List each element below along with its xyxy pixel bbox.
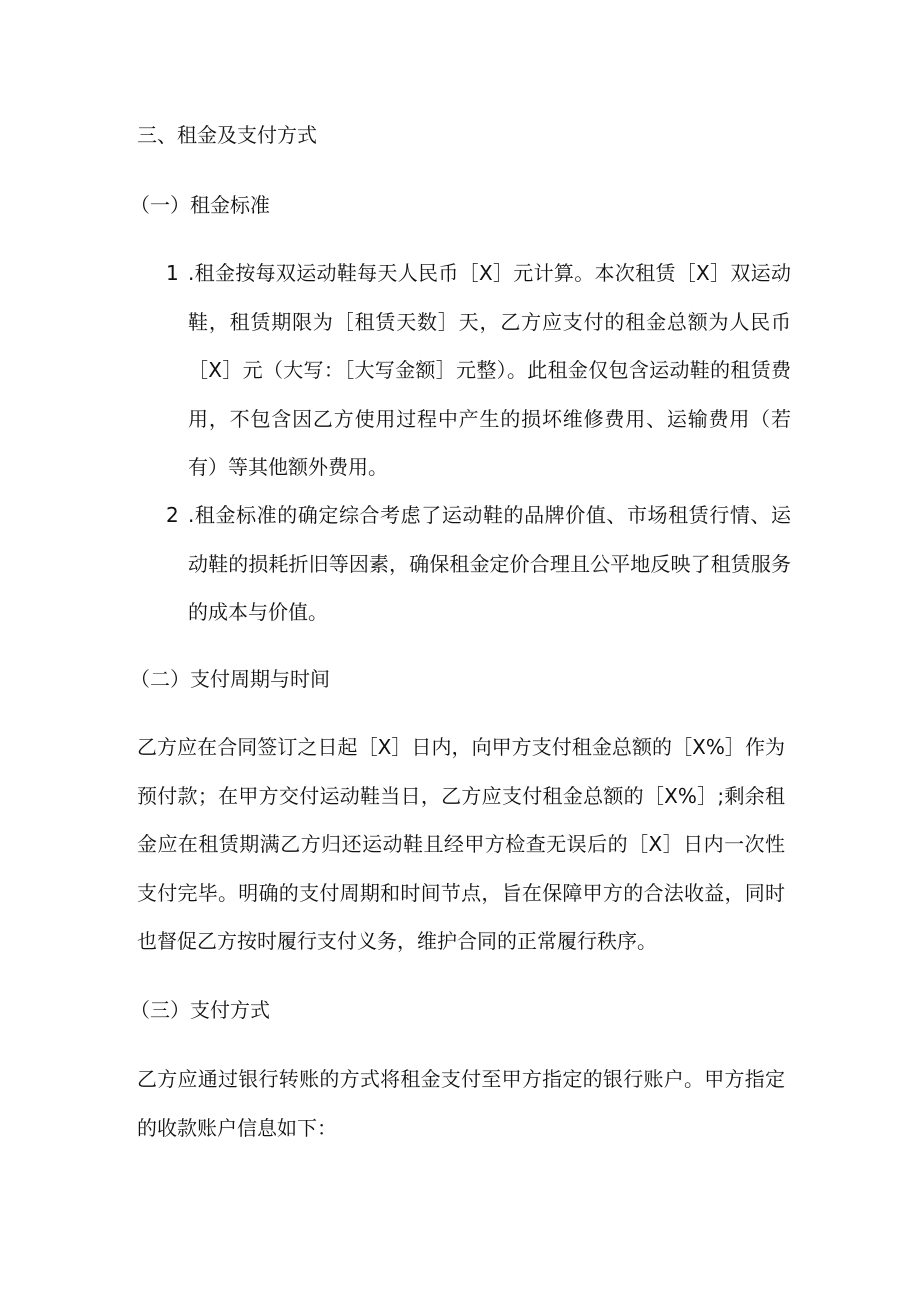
list-item-number: 1 xyxy=(166,261,179,285)
payment-schedule-paragraph: 乙方应在合同签订之日起［X］日内，向甲方支付租金总额的［X%］作为预付款；在甲方交付运动鞋当日，乙方应支付租金总额的［X%］;剩余租金应在租赁期满乙方归还运动鞋且经甲方检查无误后的［X］日内一次性支付完毕。明确的支付周期和时间节点，旨在保障甲方的合法收益，同时也督促乙方按时履行支付义务，维护合同的正常履行秩序。 xyxy=(137,735,785,953)
list-item-number: 2 xyxy=(166,503,179,527)
subsection-heading-rent-standard: （一）租金标准 xyxy=(130,193,270,217)
subsection-heading-payment-method: （三）支付方式 xyxy=(130,998,270,1022)
section-title: 三、租金及支付方式 xyxy=(137,123,317,147)
subsection-heading-payment-schedule: （二）支付周期与时间 xyxy=(130,667,330,691)
list-item-text xyxy=(166,249,791,492)
list-item-body: .租金标准的确定综合考虑了运动鞋的品牌价值、市场租赁行情、运动鞋的损耗折旧等因素，确保租金定价合理且公平地反映了租赁服务的成本与价值。 xyxy=(188,503,791,624)
list-item-text xyxy=(166,491,791,637)
payment-method-paragraph: 乙方应通过银行转账的方式将租金支付至甲方指定的银行账户。甲方指定的收款账户信息如下： xyxy=(137,1067,785,1140)
list-item-body: .租金按每双运动鞋每天人民币［X］元计算。本次租赁［X］双运动鞋，租赁期限为［租赁天数］天，乙方应支付的租金总额为人民币［X］元（大写：［大写金额］元整）。此租金仅包含运动鞋的租赁费用，不包含因乙方使用过程中产生的损坏维修费用、运输费用（若有）等其他额外费用。 xyxy=(188,261,791,479)
